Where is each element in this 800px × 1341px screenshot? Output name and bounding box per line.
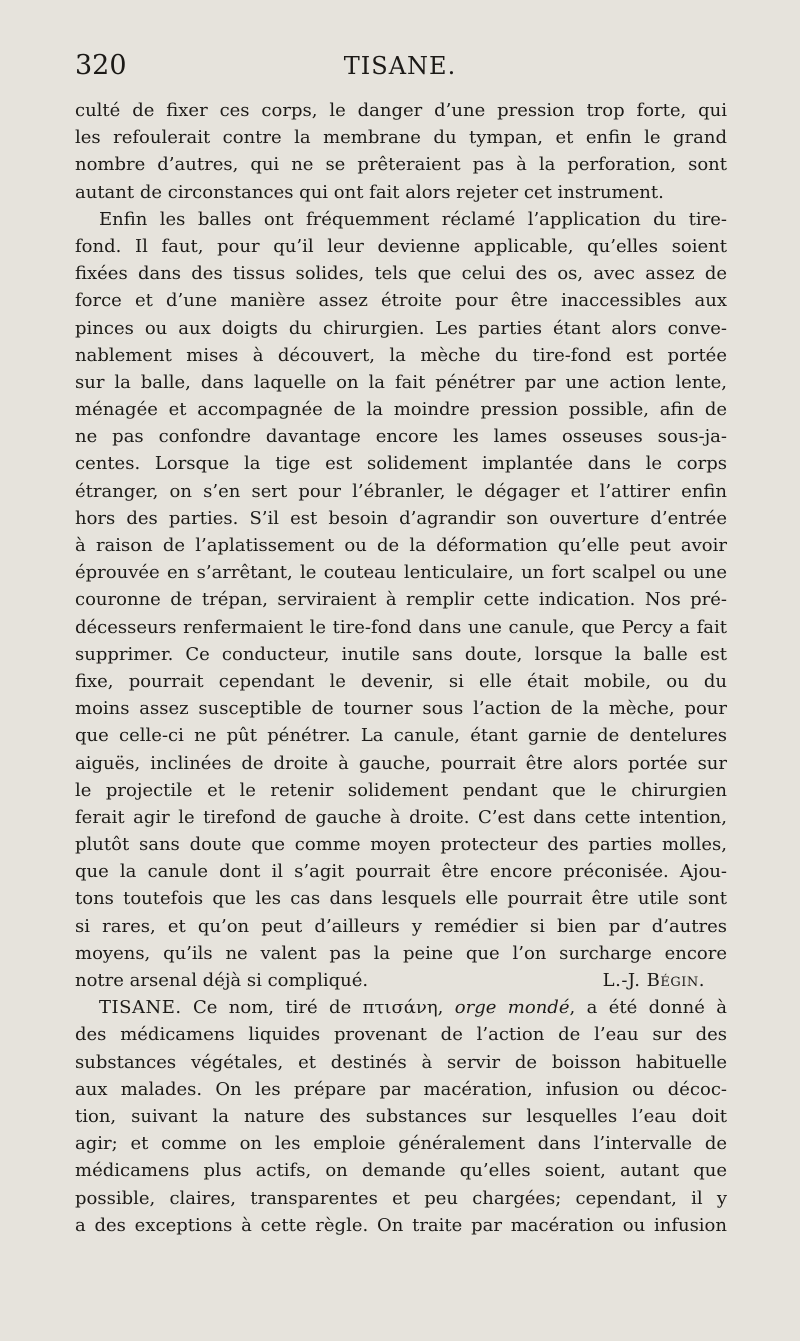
text-line: supprimer. Ce conducteur, inutile sans doute, lorsque la balle est — [75, 643, 727, 665]
italic-term: orge mondé — [454, 997, 570, 1019]
text-line: que la canule dont il s’agit pourrait être encore préconisée. Ajou- — [75, 861, 727, 883]
text-line: a des exceptions à cette règle. On traite par macération ou infusion — [75, 1214, 727, 1236]
text-line: étranger, on s’en sert pour l’ébranler, le dégager et l’attirer enfin — [75, 480, 727, 502]
closing-text: notre arsenal déjà si compliqué. — [75, 970, 369, 991]
entry-headword: TISANE. — [99, 997, 182, 1019]
text-line: centes. Lorsque la tige est solidement implantée dans le corps — [75, 453, 727, 475]
text-line: ferait agir le tirefond de gauche à droite. C’est dans cette intention, — [75, 806, 727, 828]
text-line: aux malades. On les prépare par macération, infusion ou décoc- — [75, 1078, 727, 1100]
entry-text: , — [437, 997, 444, 1019]
text-line: possible, claires, transparentes et peu chargées; cependant, il y — [75, 1187, 727, 1209]
text-line: tons toutefois que les cas dans lesquels elle pourrait être utile sont — [75, 888, 727, 910]
text-line: culté de fixer ces corps, le danger d’une pression trop forte, qui — [75, 100, 727, 121]
text-line: le projectile et le retenir solidement pendant que le chirurgien — [75, 779, 727, 801]
body-text — [75, 97, 727, 1239]
text-line: couronne de trépan, serviraient à remplir cette indication. Nos pré- — [75, 589, 727, 611]
entry-first-line — [75, 994, 727, 1021]
text-line: que celle-ci ne pût pénétrer. La canule, étant garnie de dentelures — [75, 725, 727, 747]
text-line: fixées dans des tissus solides, tels que celui des os, avec assez de — [75, 263, 727, 285]
text-line: moyens, qu’ils ne valent pas la peine que l’on surcharge encore — [75, 942, 727, 964]
text-line: sur la balle, dans laquelle on la fait pénétrer par une action lente, — [75, 371, 727, 393]
text-line: autant de circonstances qui ont fait alors rejeter cet instrument. — [75, 181, 664, 203]
entry-text: , a été donné à — [569, 997, 727, 1019]
text-line: médicamens plus actifs, on demande qu’elles soient, autant que — [75, 1160, 727, 1182]
text-line: les refoulerait contre la membrane du tympan, et enfin le grand — [75, 127, 727, 149]
text-line: force et d’une manière assez étroite pour être inaccessibles aux — [75, 290, 727, 312]
text-line: ne pas confondre davantage encore les lames osseuses sous-ja- — [75, 426, 727, 448]
page-header — [75, 48, 725, 88]
text-line: moins assez susceptible de tourner sous l’action de la mèche, pour — [75, 698, 727, 720]
text-line: fixe, pourrait cependant le devenir, si elle était mobile, ou du — [75, 670, 727, 692]
text-line: nablement mises à découvert, la mèche du tire-fond est portée — [75, 344, 727, 366]
text-line: éprouvée en s’arrêtant, le couteau lenticulaire, un fort scalpel ou une — [75, 562, 727, 584]
author-signature: L.-J. Bégin. — [602, 970, 705, 991]
text-line: substances végétales, et destinés à servir de boisson habituelle — [75, 1051, 727, 1073]
page-number: 320 — [75, 50, 127, 81]
text-line: Enfin les balles ont fréquemment réclamé l’application du tire- — [99, 208, 727, 230]
text-line: aiguës, inclinées de droite à gauche, pourrait être alors portée sur — [75, 752, 727, 774]
running-head: TISANE. — [343, 52, 457, 80]
text-line: à raison de l’aplatissement ou de la déformation qu’elle peut avoir — [75, 535, 727, 556]
entry-text: Ce nom, tiré de — [192, 997, 352, 1019]
text-line: agir; et comme on les emploie généralement dans l’intervalle de — [75, 1133, 727, 1155]
text-line: décesseurs renfermaient le tire-fond dans une canule, que Percy a fait — [75, 616, 727, 638]
text-line: fond. Il faut, pour qu’il leur devienne applicable, qu’elles soient — [75, 235, 727, 257]
text-line: hors des parties. S’il est besoin d’agrandir son ouverture d’entrée — [75, 507, 727, 529]
signature-line — [75, 967, 727, 994]
text-line: des médicamens liquides provenant de l’action de l’eau sur des — [75, 1024, 727, 1046]
greek-word: πτισάνη — [362, 997, 438, 1019]
text-line: pinces ou aux doigts du chirurgien. Les parties étant alors conve- — [75, 317, 727, 339]
text-line: plutôt sans doute que comme moyen protecteur des parties molles, — [75, 834, 727, 856]
text-line: tion, suivant la nature des substances sur lesquelles l’eau doit — [75, 1105, 727, 1127]
text-line: nombre d’autres, qui ne se prêteraient pas à la perforation, sont — [75, 154, 727, 176]
text-line: ménagée et accompagnée de la moindre pression possible, afin de — [75, 399, 727, 421]
text-line: si rares, et qu’on peut d’ailleurs y remédier si bien par d’autres — [75, 915, 727, 937]
